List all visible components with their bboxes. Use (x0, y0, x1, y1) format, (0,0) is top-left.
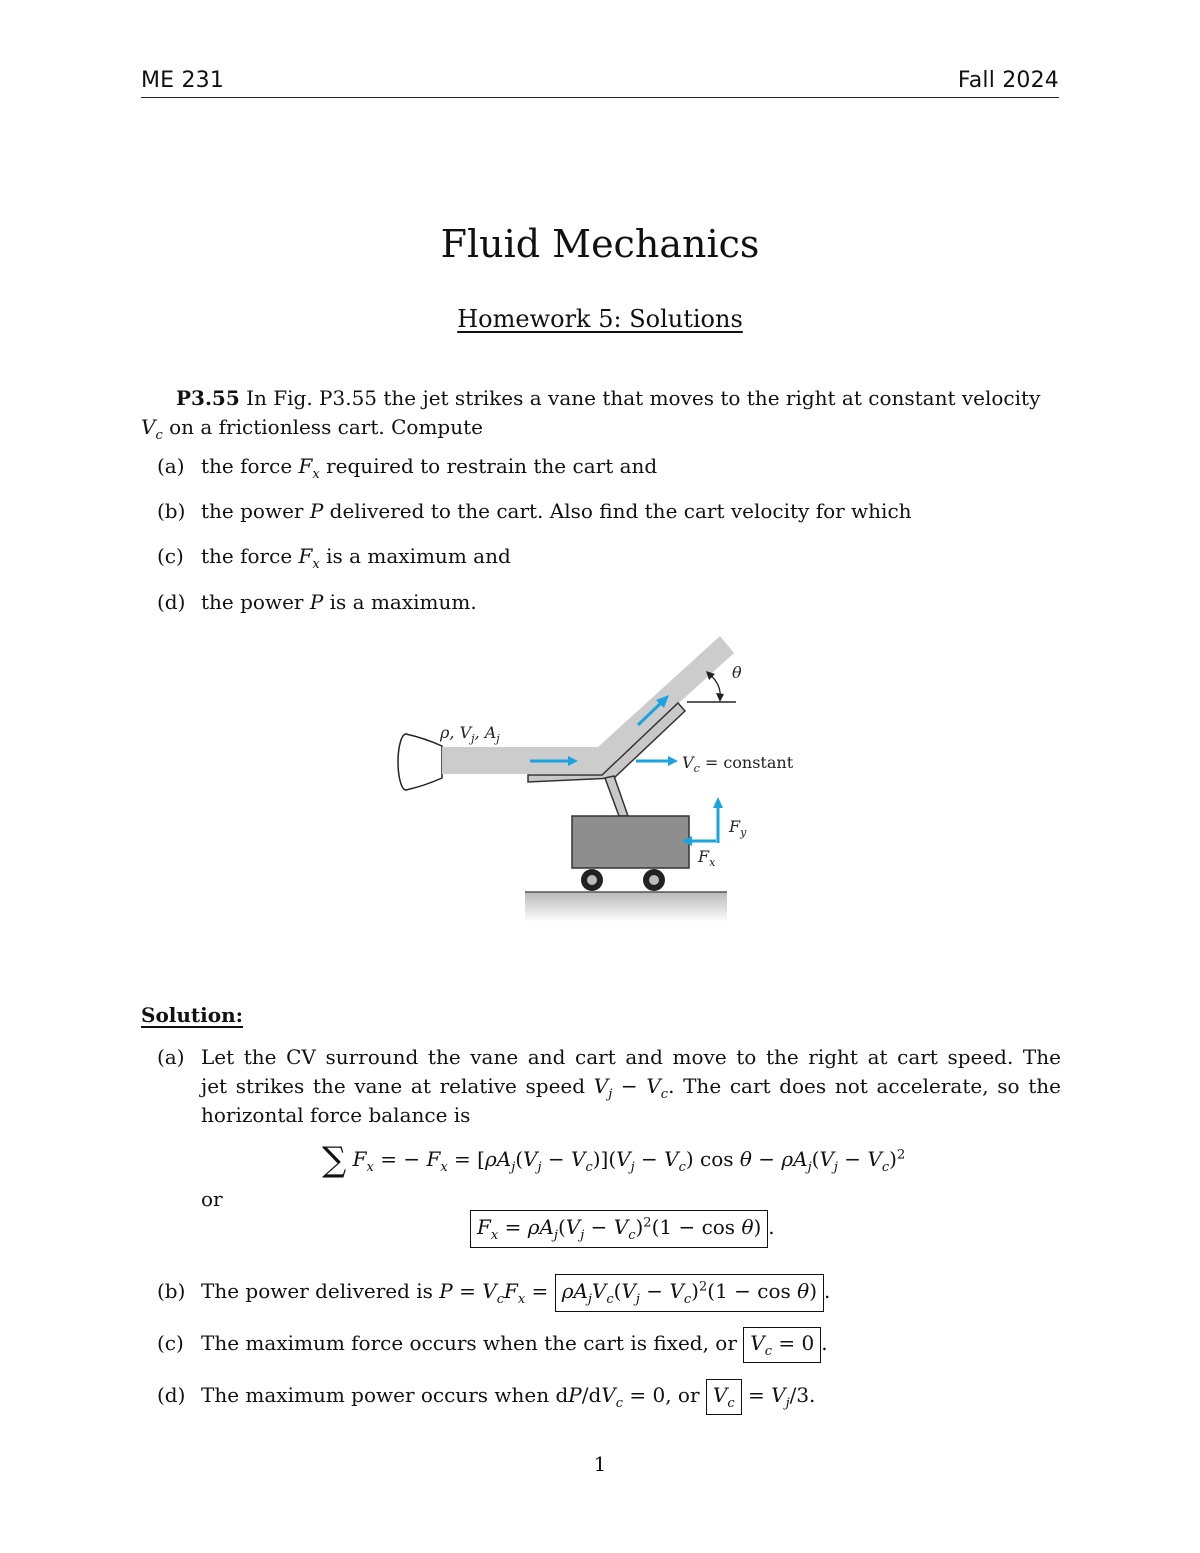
document-subtitle: Homework 5: Solutions (457, 305, 743, 333)
solution-c: (c) The maximum force occurs when the cart is fixed, or $V_c = 0$ . (157, 1327, 828, 1363)
solution-a-label: (a) (157, 1045, 185, 1069)
problem-id: P3.55 (176, 386, 240, 410)
cart (572, 816, 689, 868)
cart-wheel-left (581, 869, 603, 891)
fy-arrow (713, 797, 723, 843)
solution-a-line3: horizontal force balance is (201, 1103, 471, 1127)
jet-label: ρ, $V_j$, $A_j$ (440, 723, 500, 745)
fx-label: $F_x$ (698, 847, 716, 869)
force-result-equation: $F_x = \rho A_j(V_j - V_c)^2(1 - \cos \theta)$ . (470, 1210, 775, 1248)
solution-d: (d) The maximum power occurs when $dP/dV_c = 0$, or $V_c = V_j/3$. (157, 1379, 815, 1415)
vane-support (605, 776, 628, 816)
force-balance-equation: ∑ $F_x$ = − $F_x = [\rho A_j(V_j - V_c)](V_j - V_c)$ $\cos \theta - \rho A_j(V_j - V_c)^2$ (322, 1140, 906, 1180)
vc-arrow (636, 756, 678, 766)
or-text: or (201, 1187, 223, 1211)
problem-part-d: (d) the power P is a maximum. (157, 590, 477, 614)
problem-part-c: (c) the force $F_x$ is a maximum and (157, 544, 511, 572)
solution-a-line2: jet strikes the vane at relative speed $V_j - V_c$. The cart does not accelerate, so the (201, 1074, 1061, 1102)
fy-label: $F_y$ (729, 817, 747, 839)
problem-part-a: (a) the force $F_x$ required to restrain the cart and (157, 454, 658, 482)
problem-intro-line2: $V_c$ on a frictionless cart. Compute (141, 415, 483, 443)
header-rule (141, 97, 1059, 98)
nozzle (398, 734, 442, 790)
problem-part-b: (b) the power P delivered to the cart. Also find the cart velocity for which (157, 499, 912, 523)
term: Fall 2024 (957, 68, 1059, 93)
course-code: ME 231 (141, 68, 225, 93)
vc-label: $V_c$ = constant (682, 753, 794, 775)
document-title: Fluid Mechanics (440, 222, 760, 266)
solution-heading: Solution: (141, 1003, 244, 1027)
solution-a-line1: Let the CV surround the vane and cart and move to the right at cart speed. The (201, 1045, 1061, 1069)
cart-wheel-right (643, 869, 665, 891)
ground (525, 892, 727, 922)
problem-intro-line1: P3.55 In Fig. P3.55 the jet strikes a vane that moves to the right at constant velocity (176, 386, 1041, 410)
page-number: 1 (593, 1452, 607, 1476)
theta-label: θ (732, 663, 742, 682)
jet-vane-cart-figure (380, 630, 820, 925)
solution-b: (b) The power delivered is $P = V_cF_x = \rho A_jV_c(V_j - V_c)^2(1 - \cos \theta)$ . (157, 1274, 830, 1312)
